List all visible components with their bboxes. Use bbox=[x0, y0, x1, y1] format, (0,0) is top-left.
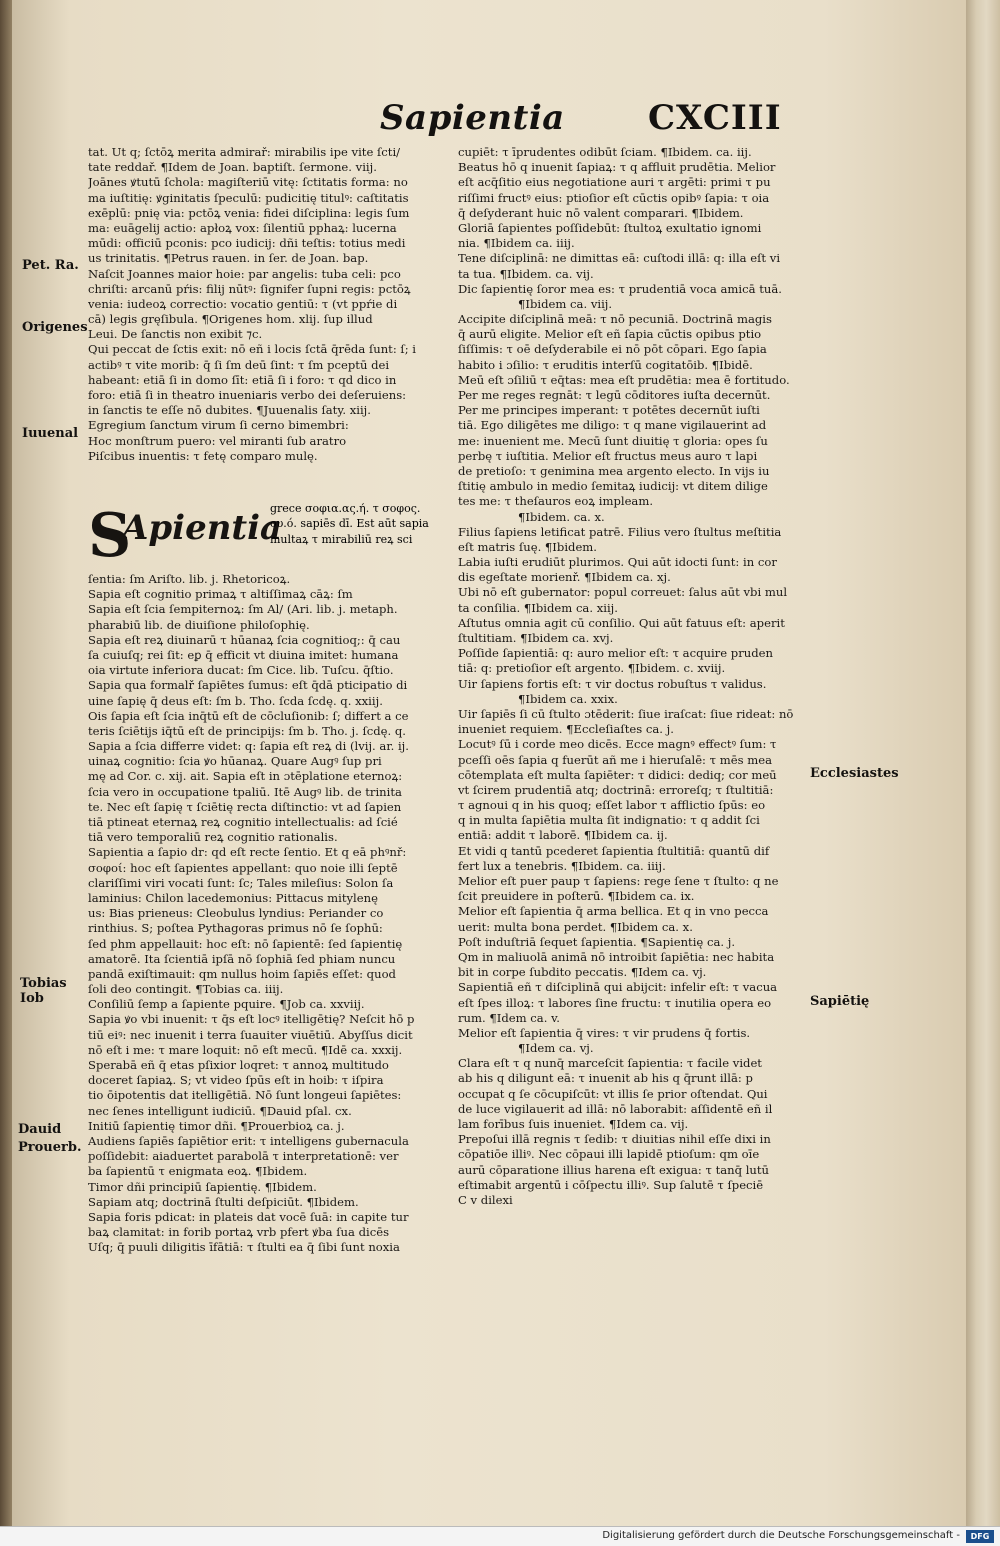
text-line: de pretioſo: τ genimina mea argento electo. In vijs iu bbox=[458, 463, 770, 478]
text-line: tiā vero temporaliū reꝝ cognitio rationalis. bbox=[88, 830, 338, 845]
text-line: tiā: q: pretioſior eſt argento. ¶Ibidem. c. xviij. bbox=[458, 661, 726, 676]
text-line: cōtemplata eſt multa ſapiēter: τ didici: dediq; cor meū bbox=[458, 767, 777, 782]
text-line: tio ōipotentis dat itelligētiā. Nō ſunt longeui ſapiētes: bbox=[88, 1088, 402, 1103]
left-column-bottom-text bbox=[88, 572, 450, 1255]
text-line: Ubi nō eſt gubernator: popul correuet: ſalus aūt vbi mul bbox=[458, 585, 788, 600]
running-title: Sapientia bbox=[380, 98, 565, 138]
text-line: q̄ deſyderant huic nō valent comparari. ¶Ibidem. bbox=[458, 205, 744, 220]
text-line: entiā: addit τ laborē. ¶Ibidem ca. ij. bbox=[458, 828, 668, 843]
text-line: Tene diſciplinā: ne dimittas eā: cuſtodi illā: q: illa eſt vi bbox=[458, 251, 781, 266]
text-line: Leui. De ſanctis non exibit ⁊c. bbox=[88, 327, 263, 342]
text-line: pceſſi oēs ſapia q fuerūt añ me i hieruſalē: τ mēs mea bbox=[458, 752, 772, 767]
text-line: Sapia ꝟo vbi inuenit: τ q̄s eſt locꝰ itelligētię? Neſcit hō p bbox=[88, 1012, 415, 1027]
text-line: ¶Ibidem ca. viij. bbox=[518, 296, 613, 311]
text-line: Beatus hō q inuenit ſapiaꝝ: τ q affluit prudētia. Melior bbox=[458, 160, 776, 175]
greek-gloss-line: multaꝝ τ mirabiliū reꝝ sci bbox=[270, 533, 413, 546]
text-line: rinthius. S; poſtea Pythagoras primus nō ſe ſophū: bbox=[88, 921, 383, 936]
text-line: Timor dñi principiū ſapientię. ¶Ibidem. bbox=[88, 1179, 317, 1194]
text-line: Ois ſapia eſt ſcia inq̄tū eſt de cōcluſionib: ſ; differt a ce bbox=[88, 708, 409, 723]
text-line: Poſſide ſapientiā: q: auro melior eſt: τ acquire pruden bbox=[458, 646, 773, 661]
text-line: fert lux a tenebris. ¶Ibidem. ca. iiij. bbox=[458, 858, 666, 873]
margin-note-dauid: Dauid bbox=[18, 1122, 62, 1137]
text-line: Sapiam atq; doctrinā ſtulti deſpiciūt. ¶Ibidem. bbox=[88, 1194, 359, 1209]
text-line: eſt matris ſuę. ¶Ibidem. bbox=[458, 539, 597, 554]
text-line: ſcia vero in occupatione tpaliū. Itē Augꝰ lib. de trinita bbox=[88, 784, 402, 799]
text-line: bit in corpe ſubdito peccatis. ¶Idem ca. vj. bbox=[458, 965, 707, 980]
text-line: eſtimabit argentū i cōſpectu illiꝰ. Sup ſalutē τ ſpeciē bbox=[458, 1177, 764, 1192]
text-line: poſſidebit: aiaduertet parabolā τ interpretationē: ver bbox=[88, 1149, 399, 1164]
text-line: venia: iudeoꝝ correctio: vocatio gentiū: τ (vt ppŕie di bbox=[88, 296, 398, 311]
text-line: Joānes ꝟtutū ſchola: magiſteriū vitę: ſctitatis forma: no bbox=[88, 175, 408, 190]
text-line: pharabiū lib. de diuiſione philoſophię. bbox=[88, 617, 310, 632]
text-line: Sapia eſt cognitio primaꝝ τ altiſſimaꝝ cāꝝ: ſm bbox=[88, 587, 353, 602]
text-line: ta tua. ¶Ibidem. ca. vij. bbox=[458, 266, 594, 281]
text-line: in ſanctis te eſſe nō dubites. ¶Juuenalis ſaty. xiij. bbox=[88, 403, 371, 418]
text-line: rum. ¶Idem ca. v. bbox=[458, 1010, 560, 1025]
text-line: mūdi: officiū pconis: pco iudicij: dñi teſtis: totius medi bbox=[88, 236, 406, 251]
text-line: Sapia foris pdicat: in plateis dat vocē ſuā: in capite tur bbox=[88, 1209, 409, 1224]
greek-gloss-line: grece σοφια.ας.ή. τ σοφος. bbox=[270, 502, 421, 515]
text-line: Filius ſapiens letificat patrē. Filius vero ſtultus meſtitia bbox=[458, 524, 782, 539]
dfg-logo: DFG bbox=[966, 1530, 994, 1543]
text-line: te. Nec eſt ſapię τ ſciētię recta diſtinctio: vt ad ſapien bbox=[88, 799, 402, 814]
text-line: ab his q diligunt eā: τ inuenit ab his q q̄runt illā: p bbox=[458, 1071, 753, 1086]
text-line: ſtitię ambulo in medio ſemitaꝝ iudicij: vt ditem dilige bbox=[458, 479, 768, 494]
margin-note-pet-ra: Pet. Ra. bbox=[22, 258, 79, 273]
margin-note-origenes: Origenes bbox=[22, 320, 88, 335]
text-line: Sapientiā eñ τ diſciplinā qui abijcit: infelir eſt: τ vacua bbox=[458, 980, 778, 995]
text-line: eſt ſpes illoꝝ: τ labores ſine fructu: τ inutilia opera eo bbox=[458, 995, 772, 1010]
text-line: ſed phm appellauit: hoc eſt: nō ſapientē: ſed ſapientię bbox=[88, 936, 403, 951]
text-line: chriſti: arcanū pŕis: filij nūtꝰ: ſignifer ſupni regis: pctōꝝ bbox=[88, 281, 411, 296]
text-line: occupat q ſe cōcupiſcūt: vt illis ſe prior oſtendat. Qui bbox=[458, 1086, 768, 1101]
text-line: us: Bias prieneus: Cleobulus lyndius: Periander co bbox=[88, 906, 384, 921]
text-line: Conſiliū ſemp a ſapiente pquire. ¶Job ca. xxviij. bbox=[88, 997, 365, 1012]
text-line: uinaꝝ cognitio: ſcia ꝟo hūanaꝝ. Quare Augꝰ ſup pri bbox=[88, 754, 382, 769]
text-line: Dic ſapientię ſoror mea es: τ prudentiā voca amicā tuā. bbox=[458, 281, 782, 296]
text-line: ma iuſtitię: ꝟginitatis ſpeculū: pudicitię titulꝰ: caſtitatis bbox=[88, 190, 409, 205]
text-line: Uir ſapiēs ſi cū ſtulto ɔtēderit: ſiue iraſcat: ſiue rideat: nō bbox=[458, 706, 794, 721]
text-line: habito i ɔſilio: τ eruditis interſū cogitatōib. ¶Ibidē. bbox=[458, 357, 753, 372]
text-line: tiū eiꝰ: nec inuenit i terra ſuauiter viuētiū. Abyſſus dicit bbox=[88, 1027, 413, 1042]
text-line: ba ſapientū τ enigmata eoꝝ. ¶Ibidem. bbox=[88, 1164, 308, 1179]
text-line: Et vidi q tantū pcederet ſapientia ſtultitiā: quantū dif bbox=[458, 843, 770, 858]
margin-note-ecclesiastes: Ecclesiastes bbox=[810, 766, 899, 781]
text-line: tate reddař. ¶Idem de Joan. baptiſt. ſermone. viij. bbox=[88, 160, 377, 175]
section-heading: Apientia bbox=[122, 508, 283, 548]
text-line: Melior eſt ſapientia q̄ vires: τ vir prudens q̄ fortis. bbox=[458, 1025, 751, 1040]
greek-gloss-line: ου.ό. sapiēs dī. Est aūt sapia bbox=[270, 517, 429, 530]
text-line: oia virtute inferiora ducat: ſm Cice. lib. Tuſcu. q̄ſtio. bbox=[88, 663, 394, 678]
text-line: Gloriā ſapientes poſſidebūt: ſtultoꝝ exultatio ignomi bbox=[458, 220, 762, 235]
text-line: Melior eſt ſapientia q̄ arma bellica. Et q in vno pecca bbox=[458, 904, 769, 919]
text-line: lam forībus ſuis inueniet. ¶Idem ca. vij. bbox=[458, 1117, 689, 1131]
text-line: vt ſcirem prudentiā atq; doctrinā: erroreſq; τ ſtultitiā: bbox=[458, 782, 774, 797]
text-line: q̄ aurū eligite. Melior eſt eñ ſapia cūctis opibus ptio bbox=[458, 327, 762, 342]
text-line: ¶Ibidem. ca. x. bbox=[518, 509, 605, 524]
text-line: perbę τ iuſtitia. Melior eſt fructus meus auro τ lapi bbox=[458, 448, 758, 463]
text-line: Sapientia a ſapio dr: qd eſt recte ſentio. Et q eā phꝰnř: bbox=[88, 845, 407, 860]
text-line: Uir ſapiens fortis eſt: τ vir doctus robuſtus τ validus. bbox=[458, 676, 767, 691]
decorated-initial: S bbox=[88, 501, 132, 571]
text-line: Sapia eſt reꝝ diuinarū τ hūanaꝝ ſcia cognitioq;: q̄ cau bbox=[88, 632, 401, 647]
text-line: cā) legis gręſibula. ¶Origenes hom. xlij. ſup illud bbox=[88, 312, 373, 327]
text-line: Hoc monſtrum puero: vel miranti ſub aratro bbox=[88, 433, 347, 448]
text-line: Aſtutus omnia agit cū conſilio. Qui aūt fatuus eſt: aperit bbox=[458, 615, 785, 630]
text-line: nō eſt i me: τ mare loquit: nō eſt mecū. ¶Idē ca. xxxij. bbox=[88, 1042, 403, 1057]
text-line: Qm in maliuolā animā nō introibit ſapiētia: nec habita bbox=[458, 949, 775, 964]
text-line: Qui peccat de ſctis exit: nō eñ i locis ſctā q̄rēda ſunt: ſ; i bbox=[88, 342, 417, 357]
left-column-top-text bbox=[88, 145, 450, 464]
text-line: σοφοί: hoc eſt ſapientes appellant: quo noie illi ſeptē bbox=[88, 860, 398, 875]
text-line: eſt acq̄ſitio eius negotiatione auri τ argēti: primi τ pu bbox=[458, 175, 771, 190]
text-line: clariſſimi viri vocati ſunt: ſc; Tales mileſius: Solon ſa bbox=[88, 875, 394, 890]
text-line: teris ſciētijs iq̄tū eſt de principijs: ſm b. Tho. j. ſcdę. q. bbox=[88, 723, 406, 738]
text-line: dis egeſtate morienř. ¶Ibidem ca. xj. bbox=[458, 570, 671, 585]
margin-note-prouerb: Prouerb. bbox=[18, 1140, 82, 1155]
text-line: cōpatiōe illiꝰ. Nec cōpaui illi lapidē ptioſum: qm oīe bbox=[458, 1147, 760, 1162]
text-line: ſentia: ſm Ariſto. lib. j. Rhetoricoꝝ. bbox=[88, 572, 291, 586]
margin-note-iob: Iob bbox=[20, 991, 44, 1006]
text-line: Prepoſui illā regnis τ ſedib: τ diuitias nihil eſſe dixi in bbox=[458, 1132, 771, 1147]
text-line: Per me principes imperant: τ potētes decernūt iuſti bbox=[458, 403, 760, 418]
text-line: Per me reges regnāt: τ legū cōditores iuſta decernūt. bbox=[458, 388, 771, 402]
text-line: mę ad Cor. c. xij. ait. Sapia eſt in ɔtēplatione eternoꝝ: bbox=[88, 769, 403, 784]
right-column bbox=[458, 145, 818, 1208]
text-line: tat. Ut q; ſctōꝝ merita admirař: mirabilis ipe vite ſcti/ bbox=[88, 145, 401, 159]
text-line: C v dilexi bbox=[458, 1192, 513, 1207]
text-line: ſcit preuidere in poſterū. ¶Ibidem ca. ix. bbox=[458, 889, 695, 904]
text-line: inueniet requiem. ¶Eccleſiaſtes ca. j. bbox=[458, 722, 674, 737]
text-line: Sapia qua formalř ſapiētes ſumus: eſt q̄dā pticipatio di bbox=[88, 678, 408, 693]
left-column-lower bbox=[88, 572, 450, 1255]
viewer-footer bbox=[0, 1526, 1000, 1546]
text-line: uerit: multa bona perdet. ¶Ibidem ca. x. bbox=[458, 919, 693, 934]
text-line: aurū cōparatione illius harena eſt exigua: τ tanq̄ lutū bbox=[458, 1162, 770, 1177]
text-line: Poſt induſtriā ſequet ſapientia. ¶Sapientię ca. j. bbox=[458, 934, 736, 949]
text-line: tes me: τ theſauros eoꝝ impleam. bbox=[458, 494, 654, 509]
funding-credit: Digitalisierung gefördert durch die Deutsche Forschungsgemeinschaft - bbox=[602, 1530, 960, 1541]
margin-note-tobias: Tobias bbox=[20, 976, 67, 991]
text-line: foro: etiā ſi in theatro inueniaris verbo dei deſeruiens: bbox=[88, 388, 407, 402]
text-line: ſoli deo contingit. ¶Tobias ca. iiij. bbox=[88, 982, 284, 997]
text-line: me: inuenient me. Mecū ſunt diuitię τ gloria: opes ſu bbox=[458, 433, 768, 448]
text-line: Uſq; q̄ puuli diligitis īfātiā: τ ſtulti ea q̄ ſibi ſunt noxia bbox=[88, 1240, 400, 1255]
text-line: Sperabā eñ q̄ etas pſixior loqret: τ annoꝝ multitudo bbox=[88, 1058, 389, 1072]
text-line: ſiſſimis: τ oē deſyderabile ei nō pōt cōpari. Ego ſapia bbox=[458, 342, 767, 357]
text-line: us trinitatis. ¶Petrus rauen. in ſer. de Joan. bap. bbox=[88, 251, 369, 266]
text-line: Accipite diſciplinā meā: τ nō pecuniā. Doctrinā magis bbox=[458, 312, 772, 327]
folio-number: CXCIII bbox=[648, 98, 782, 138]
text-line: Locutꝰ ſū i corde meo dicēs. Ecce magnꝰ effectꝰ ſum: τ bbox=[458, 737, 777, 752]
text-line: nec ſenes intelligunt iudiciū. ¶Dauid pſal. cx. bbox=[88, 1103, 352, 1118]
text-line: ma: euāgelij actio: apłoꝝ vox: ſilentiū pphaꝝ: lucerna bbox=[88, 220, 397, 235]
text-line: tiā ptineat eternaꝝ reꝝ cognitio intellectualis: ad ſcié bbox=[88, 815, 398, 829]
text-line: uine ſapię q̄ deus eſt: ſm b. Tho. ſcda ſcdę. q. xxiij. bbox=[88, 693, 383, 708]
margin-note-iuuenal: Iuuenal bbox=[22, 426, 79, 441]
text-line: baꝝ clamitat: in forib portaꝝ vrb pfert ꝟba ſua dicēs bbox=[88, 1225, 390, 1240]
text-line: laminius: Chilon lacedemonius: Pittacus mitylenę bbox=[88, 890, 378, 905]
text-line: Melior eſt puer paup τ ſapiens: rege ſene τ ſtulto: q ne bbox=[458, 874, 779, 888]
text-line: habeant: etiā ſi in domo ſīt: etiā ſi i foro: τ qd dico in bbox=[88, 372, 397, 387]
text-line: riſſimi fructꝰ eius: ptioſior eſt cūctis opibꝰ ſapia: τ oia bbox=[458, 190, 770, 205]
text-line: Meū eſt ɔſiliū τ eq̄tas: mea eſt prudētia: mea ē fortitudo. bbox=[458, 372, 790, 387]
text-line: Audiens ſapiēs ſapiētior erit: τ intelligens gubernacula bbox=[88, 1133, 409, 1148]
text-line: cupiēt: τ īprudentes odibūt ſciam. ¶Ibidem. ca. iij. bbox=[458, 145, 752, 159]
text-line: ſa cuiuſq; rei ſit: eꝑ q̄ efficit vt diuina imitet: humana bbox=[88, 647, 399, 662]
section-heading-block bbox=[88, 501, 438, 571]
text-line: nia. ¶Ibidem ca. iiij. bbox=[458, 236, 575, 251]
text-line: Labia iuſti erudiūt plurimos. Qui aūt idocti ſunt: in cor bbox=[458, 555, 777, 570]
text-line: ſtultitiam. ¶Ibidem ca. xvj. bbox=[458, 631, 614, 645]
right-column-text bbox=[458, 145, 818, 1208]
text-line: Egregium ſanctum virum ſi cerno bimembri: bbox=[88, 418, 349, 433]
text-line: exēplū: pnię via: pctōꝝ venia: fidei diſciplina: legis ſum bbox=[88, 205, 410, 220]
left-column bbox=[88, 145, 450, 464]
text-line: ¶Idem ca. vj. bbox=[518, 1041, 594, 1056]
text-line: Naſcit Joannes maior hoie: par angelis: tuba celi: pco bbox=[88, 266, 401, 281]
text-line: Sapia a ſcia differre videt: q: ſapia eſt reꝝ di (lvij. ar. ij. bbox=[88, 739, 409, 754]
text-line: Clara eſt τ q nunq̄ marceſcit ſapientia: τ facile videt bbox=[458, 1056, 762, 1071]
text-line: q in multa ſapiētia multa ſit indignatio: τ q addit ſci bbox=[458, 813, 760, 828]
text-line: Initiū ſapientię timor dñi. ¶Prouerbioꝝ ca. j. bbox=[88, 1118, 345, 1133]
text-line: pandā exiſtimauit: qm nullus hoim ſapiēs eſſet: quod bbox=[88, 966, 396, 981]
text-line: de luce vigilauerit ad illā: nō laborabit: aſſidentē eñ il bbox=[458, 1101, 773, 1116]
text-line: ta conſilia. ¶Ibidem ca. xiij. bbox=[458, 600, 618, 615]
margin-note-sapientiae: Sapiētię bbox=[810, 994, 870, 1009]
text-line: doceret ſapiaꝝ. S; vt video ſpūs eſt in hoib: τ iſpira bbox=[88, 1073, 384, 1088]
book-right-edge bbox=[966, 0, 1000, 1526]
text-line: amatorē. Ita ſcientiā ipſā nō ſophiā ſed phiam nuncu bbox=[88, 951, 396, 966]
text-line: tiā. Ego diligētes me diligo: τ q mane vigilauerint ad bbox=[458, 418, 767, 433]
text-line: Sapia eſt ſcia ſempiternoꝝ: ſm Al/ (Ari. lib. j. metaph. bbox=[88, 602, 398, 617]
text-line: ¶Ibidem ca. xxix. bbox=[518, 691, 618, 706]
text-line: Piſcibus inuentis: τ fetę comparo mulę. bbox=[88, 448, 318, 463]
text-line: τ agnoui q in his quoq; eſſet labor τ afflictio ſpūs: eo bbox=[458, 798, 766, 813]
text-line: actibꝰ τ vite morib: q̄ ſi ſm deū ſint: τ ſm pceptū dei bbox=[88, 357, 390, 372]
